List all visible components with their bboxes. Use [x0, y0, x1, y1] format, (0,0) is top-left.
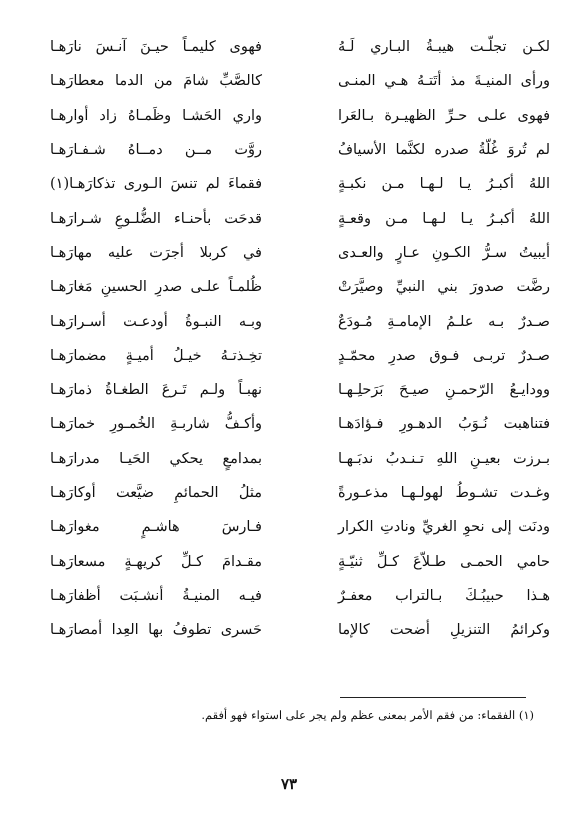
verse-first-hemistich: لكـن تجلّـت هيبـةُ البـاري لَـهُ: [338, 39, 550, 56]
verse-first-hemistich: أيبيتُ سـرُّ الكـونِ عـارٍ والعـدى: [338, 244, 550, 261]
verse-second-hemistich: فـارسَ هاشـمٍ مغوارَهـا: [50, 519, 262, 536]
verse-first-hemistich: بـرزت بعيـنِ اللهِ تـنـدبُ ندبَـهـا: [338, 450, 550, 467]
verse-first-hemistich: اللهُ أكبـرُ يـا لـهـا مـن وقعـةٍ: [338, 210, 550, 227]
verse-first-hemistich: حامي الحمـى طـلاّعَ كـلِّ ثنيّـةٍ: [338, 553, 550, 570]
verse-second-hemistich: كالصَّبِّ شامَ من الدما معطارَهـا: [50, 73, 262, 90]
verse-first-hemistich: اللهُ أكبـرُ يـا لـهـا مـن نكبـةٍ: [338, 176, 550, 193]
verse-line: [50, 442, 550, 476]
footnote: (١) الفقماء: من فقم الأمر بمعنى عظم ولم يجر على استواء فهو أفقم.: [201, 708, 534, 722]
page-number: ٧٣: [280, 775, 298, 793]
verse-first-hemistich: وودايـعُ الرّحمـنِ صيـحَ بَرَحلِـهـا: [338, 382, 550, 399]
verse-second-hemistich: بمدامعٍ يحكي الحَيـا مدرارَهـا: [50, 450, 262, 467]
verse-second-hemistich: مثلُ الحمائمِ ضيَّعت أوكارَهـا: [50, 485, 262, 501]
verse-second-hemistich: حَسرى تطوفُ بها العِدا أمصارَهـا: [50, 622, 262, 639]
verse-line: [50, 579, 550, 613]
verse-second-hemistich: نهبـاً ولـم تَـرعَ الطغـاةُ ذمارَهـا: [50, 382, 262, 399]
verse-line: [50, 510, 550, 544]
verse-line: [50, 476, 550, 510]
verse-line: [50, 339, 550, 373]
verse-first-hemistich: فهوى علـى حـرِّ الظهيـرة بـالعَرا: [338, 107, 550, 124]
verse-line: [50, 167, 550, 201]
verse-first-hemistich: هـذا حبيبُـكَ بـالتراب معفـرٌ: [338, 587, 550, 604]
footnote-divider: [340, 697, 526, 698]
verse-second-hemistich: فقماءَ لم تنسَ الـورى تذكارَهـا(١): [50, 176, 262, 193]
verse-line: [50, 373, 550, 407]
verse-first-hemistich: لم تُروَ غُلّةُ صدره لكنَّما الأسيافُ: [338, 142, 550, 159]
verse-second-hemistich: مقـدامَ كـلِّ كريهـةٍ مسعارَهـا: [50, 553, 262, 570]
verse-second-hemistich: روَّت مــن دمــاهُ شـفـارَهـا: [50, 142, 262, 159]
verse-first-hemistich: فتناهبت نُـوَبُ الدهـورِ فـؤادَهـا: [338, 416, 550, 433]
verse-second-hemistich: وبـه النبـوةُ أودعـت أسـرارَهـا: [50, 313, 262, 330]
verse-second-hemistich: فهوى كليمـاً حيـنَ آنـسَ نارَهـا: [50, 39, 262, 56]
verse-line: [50, 30, 550, 64]
verse-line: [50, 544, 550, 578]
verse-second-hemistich: فيـه المنيـةُ أنشـبَت أظفارَهـا: [50, 587, 262, 604]
verse-line: [50, 613, 550, 647]
verse-second-hemistich: قدحَت بأحنـاء الضُّلـوعِ شـرارَهـا: [50, 210, 262, 227]
verse-line: [50, 201, 550, 235]
verse-first-hemistich: وغـدت تشـوطُ لهولـهـا مذعـورةً: [338, 485, 550, 501]
verse-line: [50, 407, 550, 441]
verse-second-hemistich: تخِـذتـهُ خيـلُ أميـةٍ مضمارَهـا: [50, 347, 262, 364]
verse-line: [50, 236, 550, 270]
verse-line: [50, 99, 550, 133]
verse-line: [50, 270, 550, 304]
verse-line: [50, 133, 550, 167]
verse-first-hemistich: صـدرٌ بـه علـمُ الإمامـةِ مُـودَعٌ: [338, 313, 550, 330]
verse-second-hemistich: ظُلمـاً علـى صدرِ الحسينِ مَغارَهـا: [50, 279, 262, 296]
verse-first-hemistich: رضَّت صدورَ بني النبيِّ وصيَّرَتْ: [338, 279, 550, 296]
verse-second-hemistich: واري الحَشـا وظَمـاهُ زاد أوارهـا: [50, 107, 262, 124]
verse-second-hemistich: وأكـفُّ شاربـةِ الخُمـورِ خمارَهـا: [50, 416, 262, 433]
poem-block: [50, 30, 550, 647]
verse-second-hemistich: في كربلا أجرَت عليه مهارَهـا: [50, 244, 262, 261]
verse-first-hemistich: صـدرٌ تربـى فـوق صدرِ محمّـدٍ: [338, 347, 550, 364]
verse-line: [50, 64, 550, 98]
verse-first-hemistich: ورأى المنيـةَ مذ أتَتـهُ هـي المنـى: [338, 73, 550, 90]
verse-first-hemistich: ودنَت إلى نحوِ الغريِّ ونادتِ الكرار: [338, 519, 550, 536]
verse-first-hemistich: وكرائمُ التنزيلِ أضحت كالإما: [338, 622, 550, 639]
verse-line: [50, 304, 550, 338]
